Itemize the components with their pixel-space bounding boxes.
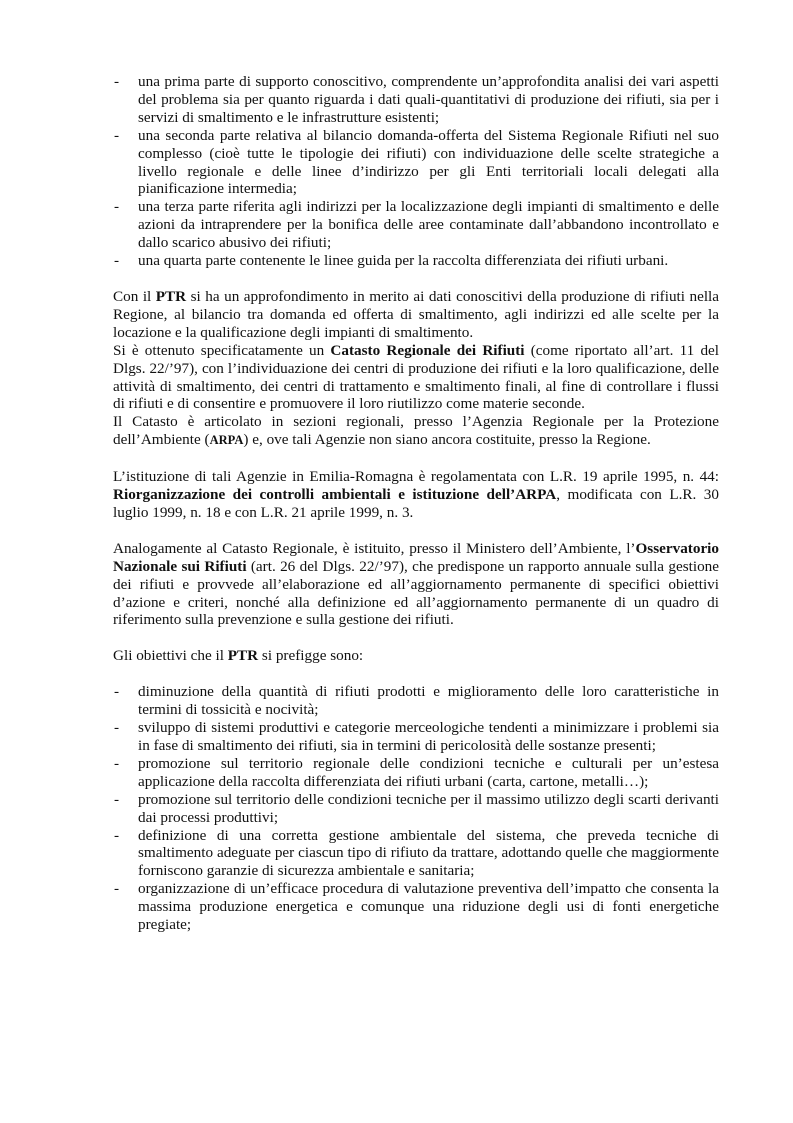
plan-parts-list — [113, 73, 719, 270]
list-item: - definizione di una corretta gestione ambientale del sistema, che preveda tecniche di smaltimento adeguate per ciascun tipo di rifiuto da trattare, adottando quelle che maggiormente forniscono garanzie di sicurezza ambientale e sanitaria; — [113, 827, 719, 881]
list-item: - una terza parte riferita agli indirizzi per la localizzazione degli impianti di smaltimento e delle azioni da intraprendere per la bonifica delle aree contaminate dall’abbandono incontrollato e dallo scarico abusivo dei rifiuti; — [113, 198, 719, 252]
term-arpa: ARPA — [209, 433, 244, 448]
paragraph-arpa: Il Catasto è articolato in sezioni regionali, presso l’Agenzia Regionale per la Protezione dell’Ambiente (ARPA) e, ove tali Agenzie non siano ancora costituite, presso la Regione. — [113, 413, 719, 449]
paragraph-catasto: Si è ottenuto specificatamente un Catasto Regionale dei Rifiuti (come riportato all’art. 11 del Dlgs. 22/’97), con l’individuazione dei centri di produzione dei rifiuti e la loro qualificazione, delle attività di smaltimento, dei centri di trattamento e smaltimento finali, al fine di controllare i flussi di rifiuti e di consentire e promuovere il loro riutilizzo come materie seconde. — [113, 341, 719, 413]
paragraph-osservatorio: Analogamente al Catasto Regionale, è istituito, presso il Ministero dell’Ambiente, l’Osservatorio Nazionale sui Rifiuti (art. 26 del Dlgs. 22/’97), che predispone un rapporto annuale sulla gestione dei rifiuti e provvede all’elaborazione ed all’aggiornamento permanente di specifici obiettivi d’azione e criteri, nonché alla definizione ed all’aggiornamento permanente di un quadro di riferimento sulla prevenzione e sulla gestione dei rifiuti. — [113, 539, 719, 629]
list-item: - una seconda parte relativa al bilancio domanda-offerta del Sistema Regionale Rifiuti nel suo complesso (cioè tutte le tipologie dei rifiuti) con individuazione delle scelte strategiche a livello regionale e delle linee d’indirizzo per gli Enti territoriali locali delegati alla pianificazione intermedia; — [113, 127, 719, 199]
objectives-list — [113, 683, 719, 934]
paragraph-obiettivi: Gli obiettivi che il PTR si prefigge sono: — [113, 647, 364, 665]
term-law-title: Riorganizzazione dei controlli ambientali e istituzione dell’ARPA — [113, 486, 557, 504]
list-item: - organizzazione di un’efficace procedura di valutazione preventiva dell’impatto che consenta la massima produzione energetica e comunque una riduzione degli usi di fonti energetiche pregiate; — [113, 880, 719, 934]
list-item: - una prima parte di supporto conoscitivo, comprendente un’approfondita analisi dei vari aspetti del problema sia per quanto riguarda i dati quali-quantitativi di produzione dei rifiuti, sia per i servizi di smaltimento e le infrastrutture esistenti; — [113, 73, 719, 127]
term-osservatorio: Osservatorio Nazionale sui Rifiuti — [113, 539, 719, 575]
list-item: - una quarta parte contenente le linee guida per la raccolta differenziata dei rifiuti urbani. — [113, 252, 719, 270]
term-catasto: Catasto Regionale dei Rifiuti — [330, 341, 525, 359]
document-page — [113, 73, 719, 934]
list-item: - diminuzione della quantità di rifiuti prodotti e miglioramento delle loro caratteristiche in termini di tossicità e nocività; — [113, 683, 719, 719]
list-item: - promozione sul territorio delle condizioni tecniche per il massimo utilizzo degli scarti derivanti dai processi produttivi; — [113, 791, 719, 827]
list-item: - promozione sul territorio regionale delle condizioni tecniche e culturali per un’estesa applicazione della raccolta differenziata dei rifiuti urbani (carta, cartone, metalli…); — [113, 755, 719, 791]
paragraph-emilia: L’istituzione di tali Agenzie in Emilia-Romagna è regolamentata con L.R. 19 aprile 1995, n. 44: Riorganizzazione dei controlli ambientali e istituzione dell’ARPA, modificata con L.R. 30 luglio 1999, n. 18 e con L.R. 21 aprile 1999, n. 3. — [113, 468, 719, 521]
term-ptr: PTR — [155, 287, 187, 305]
paragraph-ptr: Con il PTR si ha un approfondimento in merito ai dati conoscitivi della produzione di rifiuti nella Regione, al bilancio tra domanda ed offerta di smaltimento, agli indirizzi ed alle scelte per la locazione e la qualificazione degli impianti di smaltimento. — [113, 287, 719, 341]
term-ptr-2: PTR — [227, 647, 259, 665]
list-item: - sviluppo di sistemi produttivi e categorie merceologiche tendenti a minimizzare i problemi sia in fase di smaltimento dei rifiuti, sia in termini di pericolosità delle sostanze presenti; — [113, 719, 719, 755]
